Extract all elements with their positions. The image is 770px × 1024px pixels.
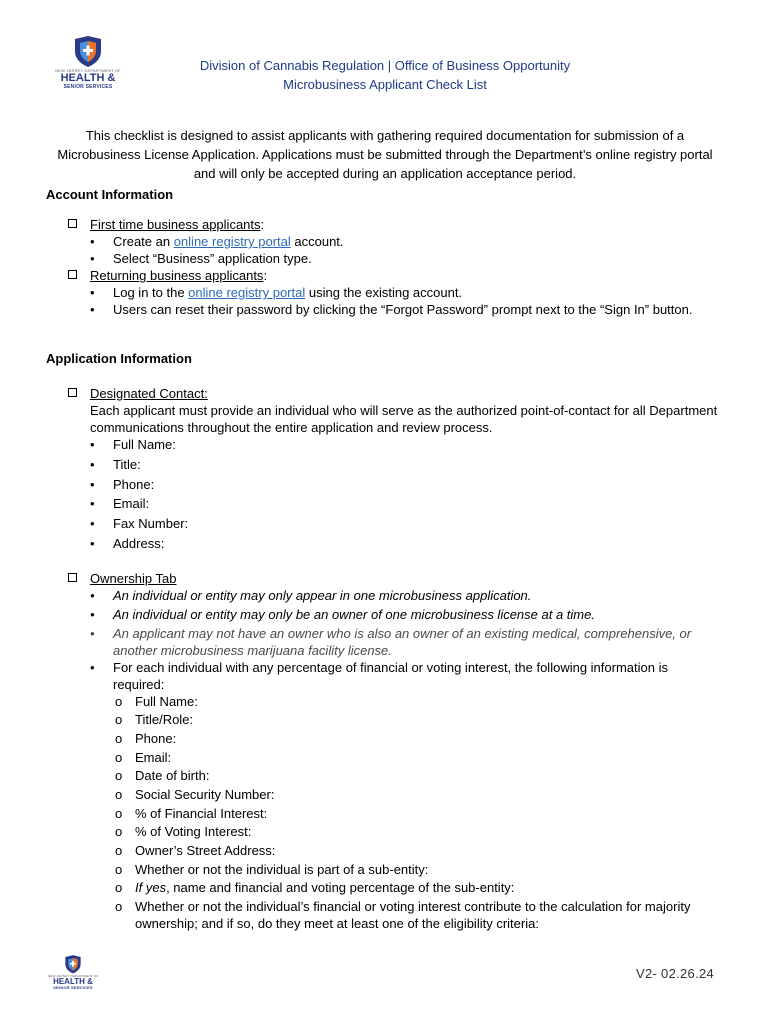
ownership-block bbox=[68, 570, 718, 932]
shield-icon bbox=[63, 954, 83, 974]
document-header bbox=[150, 56, 620, 94]
list-item bbox=[115, 749, 718, 768]
returning-row bbox=[68, 267, 718, 284]
designated-fields-list bbox=[68, 436, 718, 555]
checkbox[interactable] bbox=[68, 270, 77, 279]
logo-org-small: NEW JERSEY DEPARTMENT OF bbox=[55, 68, 121, 73]
list-item: • An applicant may not have an owner who is also an owner of an existing medical, comprehensive, or another microbusiness marijuana facility license. bbox=[113, 625, 718, 659]
item-text: Whether or not the individual is part of a sub-entity: bbox=[135, 861, 429, 877]
item-text: , name and financial and voting percentage of the sub-entity: bbox=[166, 880, 515, 896]
sub-bullet-marker: o bbox=[115, 824, 123, 840]
sub-bullet-marker: o bbox=[115, 843, 123, 858]
ownership-row bbox=[68, 570, 718, 587]
item-text: Full Name: bbox=[135, 693, 198, 709]
list-item bbox=[115, 693, 718, 712]
item-text: Create an bbox=[113, 234, 174, 249]
logo-org-small: NEW JERSEY DEPARTMENT OF bbox=[48, 974, 99, 978]
item-text: Whether or not the individual’s financial or voting interest contribute to the calculation for majority ownership; and if so, do they meet at least one of the eligibility criteria: bbox=[135, 899, 691, 932]
list-item bbox=[113, 233, 718, 250]
sub-bullet-marker: o bbox=[115, 768, 123, 784]
list-item bbox=[115, 823, 718, 842]
account-heading: Account Information bbox=[46, 187, 174, 202]
first-time-suffix: : bbox=[260, 217, 265, 232]
sub-bullet-marker: o bbox=[115, 880, 123, 896]
checkbox[interactable] bbox=[68, 219, 77, 228]
returning-suffix: : bbox=[263, 268, 268, 283]
version-label: V2- 02.26.24 bbox=[636, 966, 715, 981]
list-item: • Phone: bbox=[113, 476, 718, 496]
item-text: Log in to the bbox=[113, 285, 189, 300]
designated-contact-block bbox=[68, 385, 718, 555]
list-item bbox=[115, 898, 718, 932]
sub-bullet-marker: o bbox=[115, 730, 123, 746]
if-yes-text: If yes bbox=[135, 880, 167, 896]
designated-contact-row bbox=[68, 385, 718, 402]
footer-logo bbox=[48, 954, 98, 996]
sub-bullet-marker: o bbox=[115, 749, 123, 765]
item-text: % of Financial Interest: bbox=[135, 805, 268, 821]
list-item bbox=[115, 711, 718, 730]
designated-contact-label: Designated Contact: bbox=[90, 386, 208, 401]
item-text: % of Voting Interest: bbox=[135, 824, 252, 840]
header-title: Microbusiness Applicant Check List bbox=[283, 77, 487, 92]
list-item bbox=[115, 786, 718, 805]
item-text: Date of birth: bbox=[135, 768, 210, 784]
logo-org-big: HEALTH & bbox=[53, 977, 93, 986]
list-item bbox=[115, 730, 718, 749]
list-item: • Title: bbox=[113, 456, 718, 476]
item-text: Email: bbox=[135, 749, 172, 765]
header-division: Division of Cannabis Regulation | Office of Business Opportunity bbox=[199, 58, 571, 73]
logo-org-sub: SENIOR SERVICES bbox=[53, 985, 93, 990]
ownership-label: Ownership Tab bbox=[90, 571, 177, 586]
intro-paragraph: This checklist is designed to assist applicants with gathering required documentation for submission of a Microbusiness License Application. Applications must be submitted through the Department’s online registry portal and will only be accepted during an application acceptance period. bbox=[57, 128, 713, 181]
item-text: Title/Role: bbox=[135, 712, 194, 728]
sub-bullet-marker: o bbox=[115, 861, 123, 877]
returning-label: Returning business applicants bbox=[90, 268, 264, 283]
registry-portal-link[interactable]: online registry portal bbox=[173, 234, 291, 249]
list-item bbox=[115, 842, 718, 861]
owner-fields-list bbox=[68, 693, 718, 880]
first-time-row bbox=[68, 216, 718, 233]
list-item: • Users can reset their password by clicking the “Forgot Password” prompt next to the “Sign In” button. bbox=[113, 301, 718, 318]
sub-bullet-marker: o bbox=[115, 805, 123, 821]
agency-logo bbox=[50, 34, 126, 100]
list-item bbox=[113, 284, 718, 301]
first-time-label: First time business applicants bbox=[90, 217, 261, 232]
item-text: Owner’s Street Address: bbox=[135, 843, 276, 858]
list-item: • Email: bbox=[113, 495, 718, 515]
shield-icon bbox=[71, 34, 105, 68]
list-item: • Select “Business” application type. bbox=[113, 250, 718, 267]
logo-org-big: HEALTH & bbox=[60, 72, 116, 84]
registry-portal-link[interactable]: online registry portal bbox=[188, 285, 306, 300]
item-text: Social Security Number: bbox=[135, 786, 275, 802]
designated-contact-description: Each applicant must provide an individual who will serve as the authorized point-of-contact for all Department communications throughout the entire application and review process. bbox=[90, 403, 718, 435]
list-item: • Address: bbox=[113, 535, 718, 555]
sub-bullet-marker: o bbox=[115, 693, 123, 709]
item-text: Phone: bbox=[135, 730, 177, 746]
item-text: account. bbox=[290, 234, 344, 249]
list-item bbox=[115, 879, 718, 898]
item-text: using the existing account. bbox=[305, 285, 463, 300]
list-item: • An individual or entity may only appear in one microbusiness application. bbox=[113, 587, 718, 606]
sub-bullet-marker: o bbox=[115, 786, 123, 802]
list-item: • For each individual with any percentage of financial or voting interest, the following information is required: bbox=[113, 659, 718, 693]
list-item bbox=[115, 861, 718, 880]
list-item: • Full Name: bbox=[113, 436, 718, 456]
checkbox[interactable] bbox=[68, 388, 77, 397]
list-item: • An individual or entity may only be an owner of one microbusiness license at a time. bbox=[113, 606, 718, 623]
first-time-list bbox=[68, 233, 718, 267]
sub-bullet-marker: o bbox=[115, 899, 123, 915]
list-item: • Fax Number: bbox=[113, 515, 718, 535]
logo-org-sub: SENIOR SERVICES bbox=[63, 84, 113, 90]
list-item bbox=[115, 805, 718, 824]
checkbox[interactable] bbox=[68, 573, 77, 582]
returning-list bbox=[68, 284, 718, 318]
account-checklist bbox=[68, 216, 718, 318]
owner-fields-extra bbox=[68, 879, 718, 932]
list-item bbox=[115, 767, 718, 786]
ownership-rules bbox=[68, 587, 718, 693]
sub-bullet-marker: o bbox=[115, 712, 123, 728]
application-heading: Application Information bbox=[46, 351, 192, 366]
